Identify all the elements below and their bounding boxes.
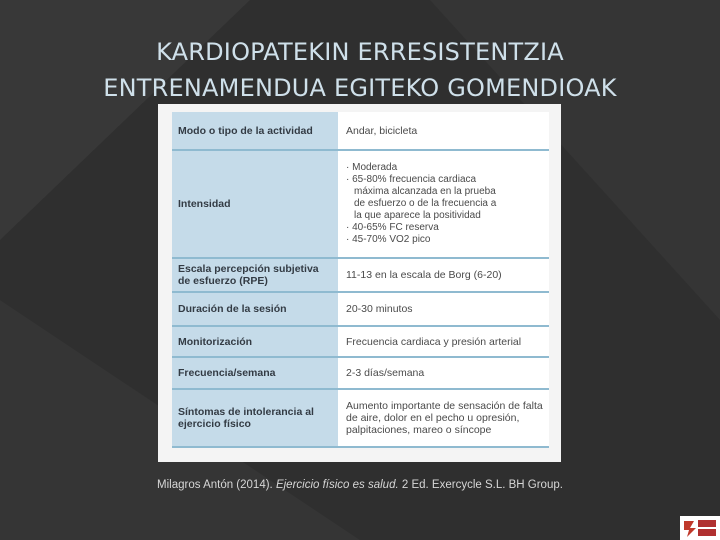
row-label: Frecuencia/semana [172,357,339,389]
row-label: Intensidad [172,150,339,258]
list-item: de esfuerzo o de la frecuencia a [354,197,497,209]
intensity-list [346,162,543,247]
list-item: · 45-70% VO2 pico [346,234,431,246]
citation-author: Milagros Antón (2014). [157,479,273,491]
citation-book-title: Ejercicio físico es salud. [275,479,399,491]
row-value: 2-3 días/semana [339,357,549,389]
row-label: Monitorización [172,326,339,357]
recommendations-table-image [158,104,561,462]
row-label: Síntomas de intolerancia al ejercicio físico [172,389,339,447]
row-value: 20-30 minutos [339,292,549,326]
row-value: 11-13 en la escala de Borg (6-20) [339,258,549,292]
row-value [339,150,549,258]
table-row [172,389,549,447]
list-item: · 40-65% FC reserva [346,222,439,234]
table-row [172,112,549,150]
list-item: la que aparece la positividad [354,210,481,222]
citation-publisher: 2 Ed. Exercycle S.L. BH Group. [401,479,563,491]
table-row [172,150,549,258]
institution-logo [680,516,720,540]
row-value: Andar, bicicleta [339,112,549,150]
slide-title-line-2: ENTRENAMENDUA EGITEKO GOMENDIOAK [103,74,617,102]
row-value: Aumento importante de sensación de falta de aire, dolor en el pecho u opresión, palpitaciones, mareo o síncope [339,389,549,447]
table-row [172,258,549,292]
table-row [172,326,549,357]
slide-title [0,34,720,106]
list-item: máxima alcanzada en la prueba [354,185,496,197]
row-label: Escala percepción subjetiva de esfuerzo (RPE) [172,258,339,292]
citation [0,479,720,491]
table-row [172,357,549,389]
list-item: · Moderada [346,161,398,173]
recommendations-table [172,112,549,448]
row-label: Duración de la sesión [172,292,339,326]
slide-title-line-1: KARDIOPATEKIN ERRESISTENTZIA [156,38,564,66]
list-item: · 65-80% frecuencia cardiaca [346,173,477,185]
table-row [172,292,549,326]
row-value: Frecuencia cardiaca y presión arterial [339,326,549,357]
row-label: Modo o tipo de la actividad [172,112,339,150]
